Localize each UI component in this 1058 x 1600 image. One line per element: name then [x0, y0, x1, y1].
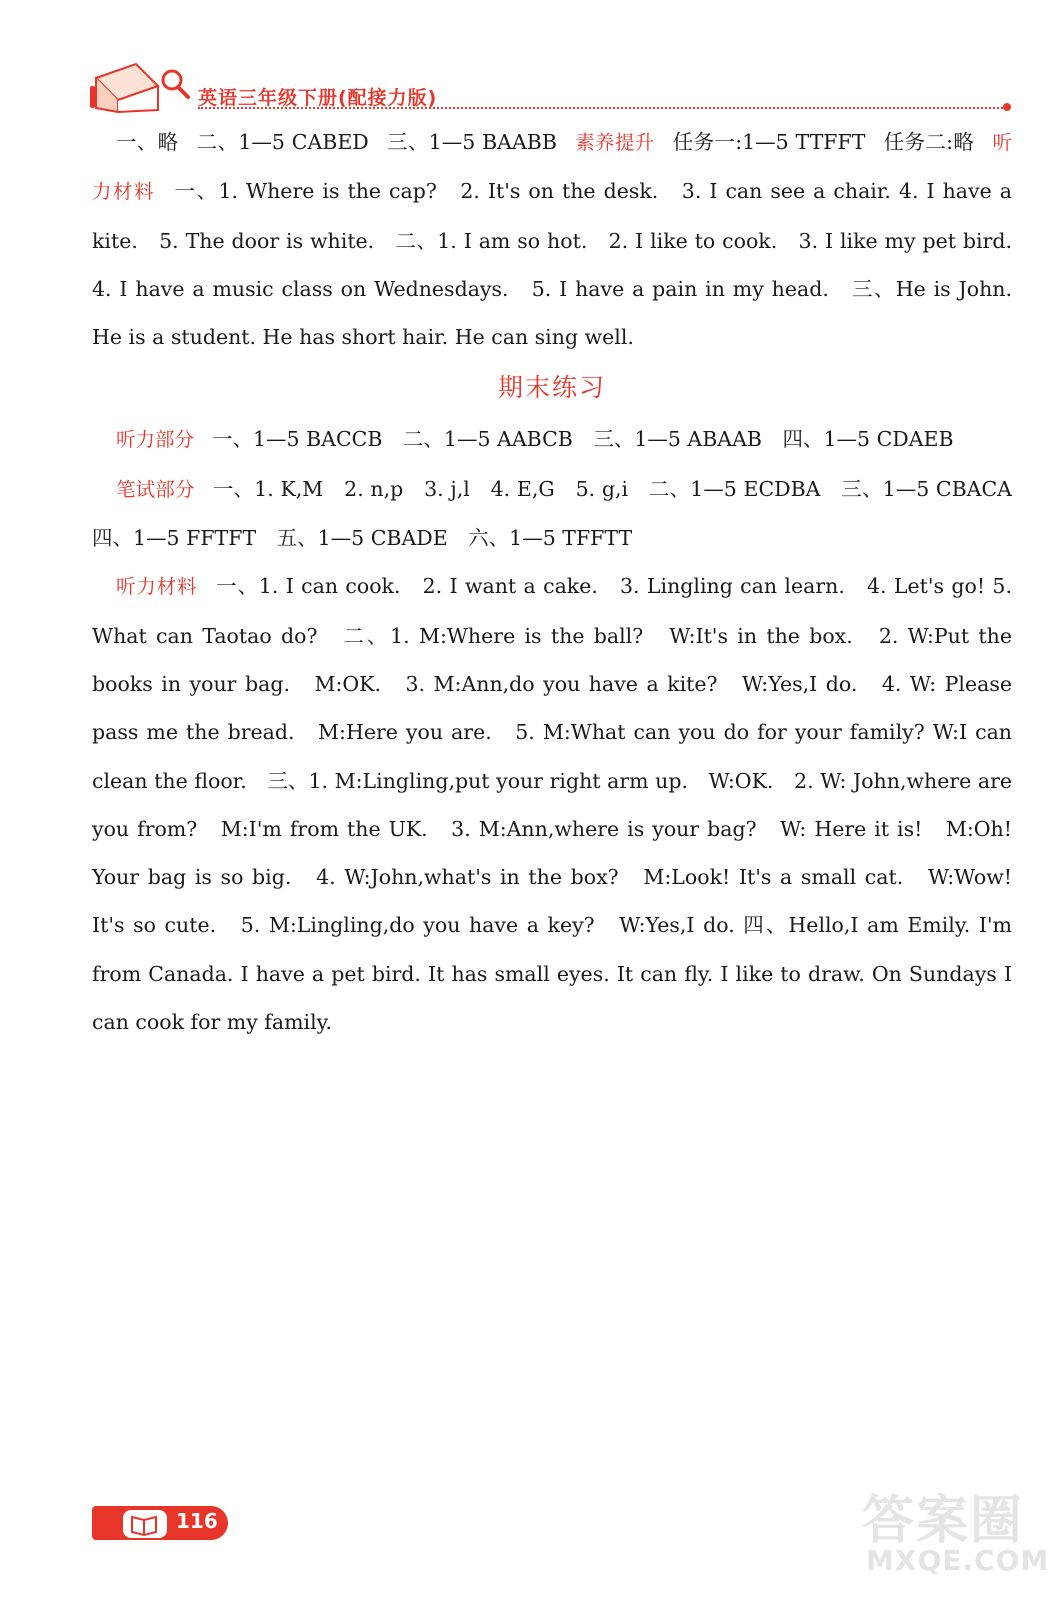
written-answers: 一、1. K,M 2. n,p 3. j,l 4. E,G 5. g,i 二、1—5 ECDBA 三、1—5 CBACA 四、1—5 FFTFT 五、1—5 CBADE 六、1—5 TFFTT — [92, 476, 1033, 551]
header-dotted-rule — [198, 107, 1006, 109]
label-written-part: 笔试部分 — [116, 477, 195, 501]
watermark-bottom-text: MXQE.COM — [866, 1544, 1050, 1577]
page-number: 116 — [176, 1509, 218, 1533]
listening-answers-paragraph — [92, 415, 1012, 464]
label-listening-part: 听力部分 — [116, 428, 195, 452]
top-answer-2: 二、1—5 CABED — [196, 130, 369, 154]
label-literacy-boost: 素养提升 — [574, 131, 655, 154]
label-listening-material: 听力材料 — [92, 131, 1012, 204]
section-title: 期末练习 — [497, 373, 606, 403]
top-answer-task2: 任务二:略 — [883, 130, 975, 154]
book-magnifier-icon — [88, 56, 198, 116]
answer-content — [92, 118, 1033, 1046]
top-answer-task1: 任务一:1—5 TTFFT — [672, 130, 866, 154]
watermark — [862, 1478, 1050, 1588]
final-listening-material-text: 一、1. I can cook. 2. I want a cake. 3. Lingling can learn. 4. Let's go! 5. What can Taotao do? 二、1. M:Where is the ball? W:It's in the box. 2. W:Put the books in your bag. M:OK. 3. M:Ann,do you have a kite? W:Yes,I do. 4. W: Please pass me the bread. M:Here you are. 5. M:What can you do for your family? W:I can clean the floor. 三、1. M:Lingling,put your right arm up. W:OK. 2. W: John,where are you from? M:I'm from the UK. 3. M:Ann,where is your bag? W: Here it is! M:Oh! Your bag is so big. 4. W:John,what's in the box? M:Look! It's a small cat. W:Wow! It's so cute. 5. M:Lingling,do you have a key? W:Yes,I do. 四、Hello,I am Emily. I'm from Canada. I have a pet bird. It has small eyes. It can fly. I like to draw. On Sundays I can cook for my family. — [92, 574, 1012, 1035]
top-answers-paragraph — [92, 118, 1033, 361]
top-answer-3: 三、1—5 BAABB — [386, 130, 557, 154]
page-footer — [92, 1506, 232, 1542]
listening-material-text: 一、1. Where is the cap? 2. It's on the desk. 3. I can see a chair. 4. I have a kite. 5. The door is white. 二、1. I am so hot. 2. I like to cook. 3. I like my pet bird. 4. I have a music class on Wednesdays. 5. I have a pain in my head. 三、He is John. He is a student. He has short hair. He can sing well. — [92, 179, 1033, 350]
label-final-listening-material: 听力材料 — [116, 575, 198, 599]
top-answer-1: 一、略 — [116, 130, 179, 154]
open-book-icon — [122, 1509, 168, 1539]
page-header — [88, 56, 1018, 116]
written-answers-paragraph — [92, 465, 1033, 563]
header-rule-dot — [1003, 103, 1011, 111]
final-listening-material-paragraph — [92, 562, 1012, 1046]
listening-answers: 一、1—5 BACCB 二、1—5 AABCB 三、1—5 ABAAB 四、1—5 CDAEB — [212, 427, 954, 452]
book-title: 英语三年级下册(配接力版) — [198, 87, 438, 109]
watermark-top-text: 答案圈 — [862, 1491, 1025, 1551]
